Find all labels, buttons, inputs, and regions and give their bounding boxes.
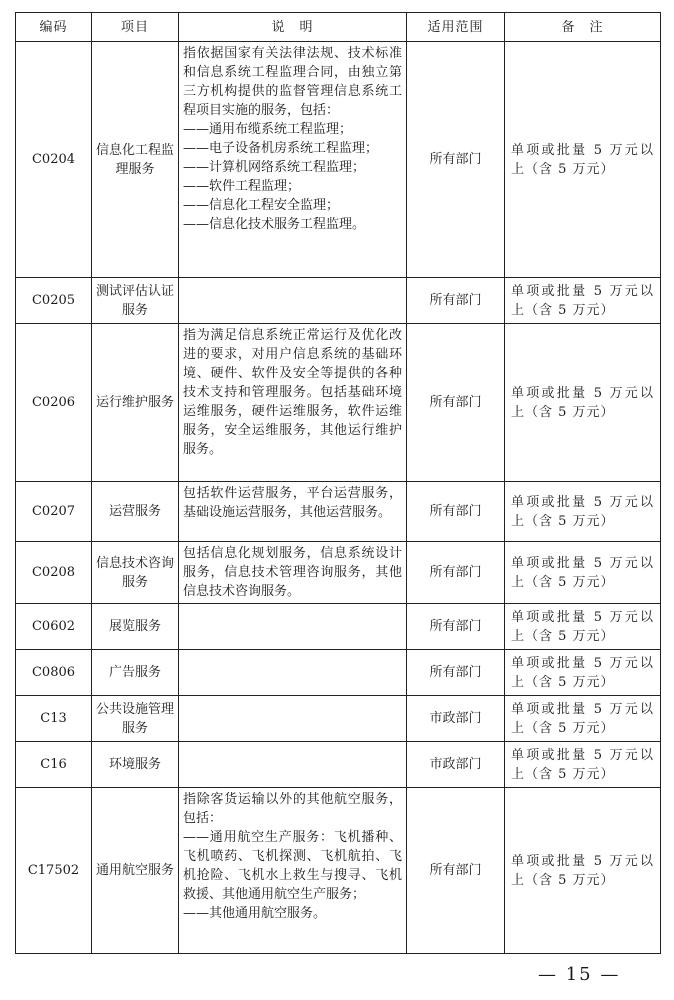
description-line: 指除客货运输以外的其他航空服务，包括： xyxy=(183,792,402,826)
row-note: 单项或批量 5 万元以上（含 5 万元） xyxy=(505,604,661,650)
row-code: C17502 xyxy=(16,788,92,954)
description-line: ——电子设备机房系统工程监理； xyxy=(183,141,379,156)
row-note: 单项或批量 5 万元以上（含 5 万元） xyxy=(505,788,661,954)
row-scope: 所有部门 xyxy=(407,482,505,542)
table-row xyxy=(16,42,661,278)
table-row xyxy=(16,742,661,788)
row-item: 通用航空服务 xyxy=(92,788,179,954)
header-scope: 适用范围 xyxy=(407,13,505,42)
row-code: C0208 xyxy=(16,542,92,604)
row-description xyxy=(179,650,407,696)
description-line: 指依据国家有关法律法规、技术标准和信息系统工程监理合同，由独立第三方机构提供的监督管理信息系统工程项目实施的服务，包括： xyxy=(183,46,402,118)
row-item: 运营服务 xyxy=(92,482,179,542)
description-line: ——计算机网络系统工程监理； xyxy=(183,160,366,175)
row-code: C0806 xyxy=(16,650,92,696)
row-note: 单项或批量 5 万元以上（含 5 万元） xyxy=(505,542,661,604)
header-note: 备 注 xyxy=(505,13,661,42)
row-note: 单项或批量 5 万元以上（含 5 万元） xyxy=(505,742,661,788)
row-item: 广告服务 xyxy=(92,650,179,696)
row-code: C16 xyxy=(16,742,92,788)
row-description xyxy=(179,324,407,482)
row-item: 信息化工程监理服务 xyxy=(92,42,179,278)
row-code: C0602 xyxy=(16,604,92,650)
description-line: ——软件工程监理； xyxy=(183,179,301,194)
row-note: 单项或批量 5 万元以上（含 5 万元） xyxy=(505,324,661,482)
description-line: ——通用布缆系统工程监理； xyxy=(183,122,353,137)
row-code: C13 xyxy=(16,696,92,742)
row-code: C0206 xyxy=(16,324,92,482)
table-row xyxy=(16,604,661,650)
description-line: ——信息化技术服务工程监理。 xyxy=(183,217,366,232)
row-code: C0204 xyxy=(16,42,92,278)
row-description xyxy=(179,604,407,650)
table-row xyxy=(16,542,661,604)
table-row xyxy=(16,788,661,954)
description-line: ——通用航空生产服务：飞机播种、飞机喷药、飞机探测、飞机航拍、飞机抢险、飞机水上救生与搜寻、飞机救援、其他通用航空生产服务； xyxy=(183,830,402,902)
row-code: C0205 xyxy=(16,278,92,324)
row-scope: 所有部门 xyxy=(407,278,505,324)
row-scope: 所有部门 xyxy=(407,324,505,482)
table-row xyxy=(16,278,661,324)
row-description xyxy=(179,788,407,954)
row-item: 运行维护服务 xyxy=(92,324,179,482)
row-description xyxy=(179,696,407,742)
table-row xyxy=(16,696,661,742)
header-code: 编码 xyxy=(16,13,92,42)
row-scope: 所有部门 xyxy=(407,788,505,954)
table-body xyxy=(16,42,661,954)
row-scope: 所有部门 xyxy=(407,650,505,696)
description-line: 指为满足信息系统正常运行及优化改进的要求，对用户信息系统的基础环境、硬件、软件及安全等提供的各种技术支持和管理服务。包括基础环境运维服务，硬件运维服务，软件运维服务，安全运维服务，其他运行维护服务。 xyxy=(183,328,402,457)
row-note: 单项或批量 5 万元以上（含 5 万元） xyxy=(505,650,661,696)
row-description xyxy=(179,742,407,788)
row-scope: 所有部门 xyxy=(407,542,505,604)
description-line: ——其他通用航空服务。 xyxy=(183,906,327,921)
row-description xyxy=(179,542,407,604)
row-item: 公共设施管理服务 xyxy=(92,696,179,742)
row-item: 环境服务 xyxy=(92,742,179,788)
row-description xyxy=(179,278,407,324)
row-scope: 市政部门 xyxy=(407,696,505,742)
table-header-row xyxy=(16,13,661,42)
header-item: 项目 xyxy=(92,13,179,42)
row-note: 单项或批量 5 万元以上（含 5 万元） xyxy=(505,696,661,742)
row-item: 信息技术咨询服务 xyxy=(92,542,179,604)
table-row xyxy=(16,482,661,542)
header-description: 说 明 xyxy=(179,13,407,42)
row-note: 单项或批量 5 万元以上（含 5 万元） xyxy=(505,482,661,542)
table-row xyxy=(16,324,661,482)
row-scope: 所有部门 xyxy=(407,604,505,650)
procurement-table xyxy=(15,12,661,954)
row-scope: 所有部门 xyxy=(407,42,505,278)
description-line: 包括信息化规划服务，信息系统设计服务，信息技术管理咨询服务，其他信息技术咨询服务。 xyxy=(183,546,402,599)
row-description xyxy=(179,42,407,278)
page-number: — 15 — xyxy=(538,964,621,985)
description-line: ——信息化工程安全监理； xyxy=(183,198,340,213)
row-scope: 市政部门 xyxy=(407,742,505,788)
row-code: C0207 xyxy=(16,482,92,542)
description-line: 包括软件运营服务，平台运营服务，基础设施运营服务，其他运营服务。 xyxy=(183,486,402,520)
row-item: 展览服务 xyxy=(92,604,179,650)
table-row xyxy=(16,650,661,696)
row-item: 测试评估认证服务 xyxy=(92,278,179,324)
row-description xyxy=(179,482,407,542)
row-note: 单项或批量 5 万元以上（含 5 万元） xyxy=(505,278,661,324)
row-note: 单项或批量 5 万元以上（含 5 万元） xyxy=(505,42,661,278)
